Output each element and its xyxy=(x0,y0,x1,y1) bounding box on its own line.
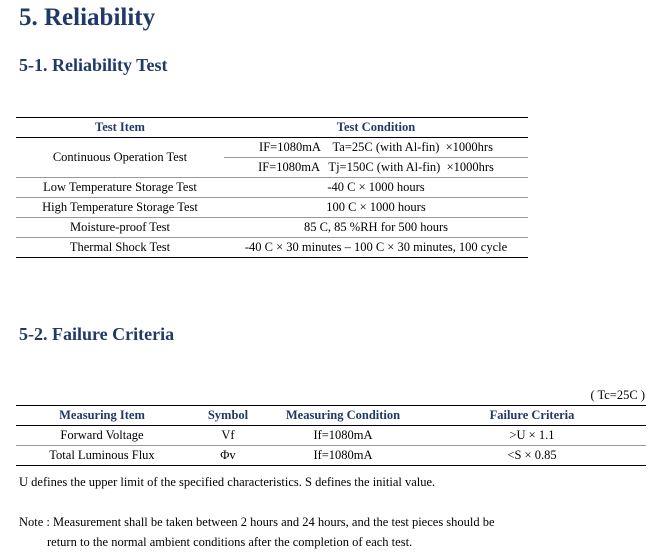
test-condition-cell: IF=1080mA Tj=150C (with Al-fin) ×1000hrs xyxy=(224,158,528,178)
failure-criteria-cell: >U × 1.1 xyxy=(418,426,646,446)
failure-criteria-header: Failure Criteria xyxy=(418,406,646,426)
test-condition-cell: IF=1080mA Ta=25C (with Al-fin) ×1000hrs xyxy=(224,138,528,158)
measuring-item-header: Measuring Item xyxy=(16,406,188,426)
table-row xyxy=(16,138,528,158)
reliability-test-table xyxy=(16,117,528,258)
symbol-cell: Φv xyxy=(220,448,236,462)
failure-criteria-table xyxy=(16,405,646,466)
table-row xyxy=(16,238,528,258)
measuring-item-cell: Forward Voltage xyxy=(16,426,188,446)
tc-condition-note: ( Tc=25C ) xyxy=(590,388,645,402)
test-condition-cell: -40 C × 30 minutes – 100 C × 30 minutes, 100 cycle xyxy=(244,240,508,254)
test-item-cell: Continuous Operation Test xyxy=(16,138,224,178)
symbol-header: Symbol xyxy=(188,406,268,426)
test-item-cell: High Temperature Storage Test xyxy=(16,198,224,218)
page-title: 5. Reliability xyxy=(19,4,156,31)
measuring-item-cell: Total Luminous Flux xyxy=(49,448,155,462)
measuring-condition-cell: If=1080mA xyxy=(268,426,418,446)
table-row xyxy=(16,218,528,238)
test-item-header: Test Item xyxy=(16,118,224,138)
definition-text: U defines the upper limit of the specified characteristics. S defines the initial value. xyxy=(19,475,436,489)
measuring-condition-cell: If=1080mA xyxy=(313,448,373,462)
test-item-cell: Low Temperature Storage Test xyxy=(16,178,224,198)
test-condition-cell: 100 C × 1000 hours xyxy=(224,198,528,218)
failure-criteria-cell: <S × 0.85 xyxy=(507,448,557,462)
reliability-test-heading: 5-1. Reliability Test xyxy=(19,55,168,75)
test-condition-header: Test Condition xyxy=(224,118,528,138)
failure-criteria-heading: 5-2. Failure Criteria xyxy=(19,324,175,344)
symbol-cell: Vf xyxy=(188,426,268,446)
note-text-line2: return to the normal ambient conditions after the completion of each test. xyxy=(47,535,413,549)
table-row xyxy=(16,198,528,218)
table-row xyxy=(16,178,528,198)
table-row xyxy=(16,446,646,466)
note-text-line1: Note : Measurement shall be taken between 2 hours and 24 hours, and the test pieces should be xyxy=(19,515,495,529)
test-item-cell: Thermal Shock Test xyxy=(69,240,171,254)
test-condition-cell: -40 C × 1000 hours xyxy=(224,178,528,198)
test-item-cell: Moisture-proof Test xyxy=(16,218,224,238)
table-header-row xyxy=(16,118,528,138)
test-condition-cell: 85 C, 85 %RH for 500 hours xyxy=(224,218,528,238)
table-header-row xyxy=(16,406,646,426)
measuring-condition-header: Measuring Condition xyxy=(268,406,418,426)
table-row xyxy=(16,426,646,446)
